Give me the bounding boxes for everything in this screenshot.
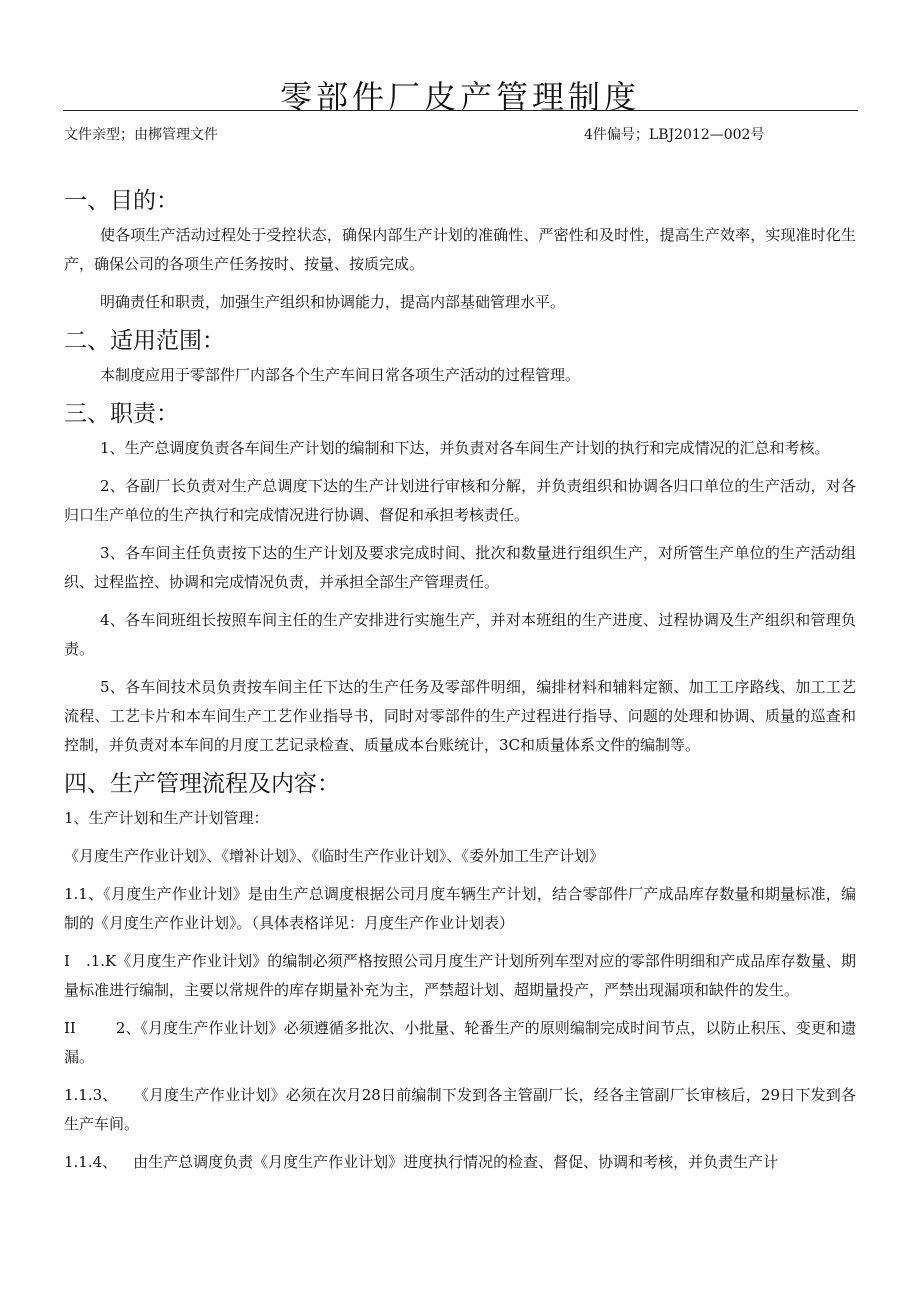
title-divider [63, 110, 858, 111]
clause-number: 1.1.3、 [64, 1086, 118, 1104]
paragraph: 使各项生产活动过程处于受控状态，确保内部生产计划的准确性、严密性和及时性，提高生产效率，实现准时化生产，确保公司的各项生产任务按时、按量、按质完成。 [64, 226, 856, 273]
paragraph: 1、生产计划和生产计划管理： [64, 809, 269, 827]
paragraph: 2、各副厂长负责对生产总调度下达的生产计划进行审核和分解，并负责组织和协调各归口单位的生产活动，对各归口生产单位的生产执行和完成情况进行协调、督促和承担考核责任。 [64, 477, 856, 524]
paragraph: 1、生产总调度负责各车间生产计划的编制和下达，并负责对各车间生产计划的执行和完成情况的汇总和考核。 [100, 439, 830, 457]
section-heading-scope: 二、适用范围： [64, 328, 225, 354]
paragraph: 1.1、《月度生产作业计划》是由生产总调度根据公司月度车辆生产计划，结合零部件厂产成品库存数量和期量标准，编制的《月度生产作业计划》。（具体表格详见：月度生产作业计划表） [64, 885, 856, 932]
paragraph: 4、各车间班组长按照车间主任的生产安排进行实施生产，并对本班组的生产进度、过程协调及生产组织和管理负责。 [64, 611, 856, 658]
paragraph: 明确责任和职责，加强生产组织和协调能力，提高内部基础管理水平。 [100, 293, 566, 311]
clause-number: I [64, 952, 70, 970]
paragraph: 3、各车间主任负责按下达的生产计划及要求完成时间、批次和数量进行组织生产，对所管生产单位的生产活动组织、过程监控、协调和完成情况负责，并承担全部生产管理责任。 [64, 544, 856, 591]
paragraph [64, 1014, 856, 1072]
paragraph [64, 1148, 856, 1177]
file-number-label: 4件偏号；LBJ2012—002号 [584, 127, 765, 143]
clause-number: II [64, 1019, 76, 1037]
paragraph: 本制度应用于零部件厂内部各个生产车间日常各项生产活动的过程管理。 [100, 366, 581, 384]
clause-text: 由生产总调度负责《月度生产作业计划》进度执行情况的检查、督促、协调和考核，并负责生产计 [133, 1153, 779, 1171]
document-title: 零部件厂皮产管理制度 [279, 78, 640, 116]
paragraph [64, 947, 856, 1005]
document-body [64, 180, 856, 1186]
clause-text: 2、《月度生产作业计划》必须遵循多批次、小批量、轮番生产的原则编制完成时间节点，以防止积压、变更和遗漏。 [64, 1019, 856, 1066]
clause-number: 1.1.4、 [64, 1153, 118, 1171]
paragraph: 《月度生产作业计划》、《增补计划》、《临时生产作业计划》、《委外加工生产计划》 [64, 847, 605, 865]
clause-text: .1.K《月度生产作业计划》的编制必须严格按照公司月度生产计划所列车型对应的零部件明细和产成品库存数量、期量标准进行编制，主要以常规件的库存期量补充为主，严禁超计划、超期量投产，严禁出现漏项和缺件的发生。 [64, 952, 856, 999]
paragraph [64, 1081, 856, 1139]
section-heading-process: 四、生产管理流程及内容： [64, 771, 340, 797]
file-type-label: 文件亲型；由梆管理文件 [64, 127, 218, 143]
clause-text: 《月度生产作业计划》必须在次月28日前编制下发到各主管副厂长，经各主管副厂长审核后，29日下发到各生产车间。 [64, 1086, 856, 1133]
paragraph: 5、各车间技术员负责按车间主任下达的生产任务及零部件明细，编排材料和辅料定额、加工工序路线、加工工艺流程、工艺卡片和本车间生产工艺作业指导书，同时对零部件的生产过程进行指导、问题的处理和协调、质量的巡查和控制，并负责对本车间的月度工艺记录检查、质量成本台账统计，3C和质量体系文件的编制等。 [64, 678, 856, 754]
section-heading-purpose: 一、目的： [64, 188, 179, 214]
section-heading-responsibilities: 三、职责： [64, 401, 179, 427]
